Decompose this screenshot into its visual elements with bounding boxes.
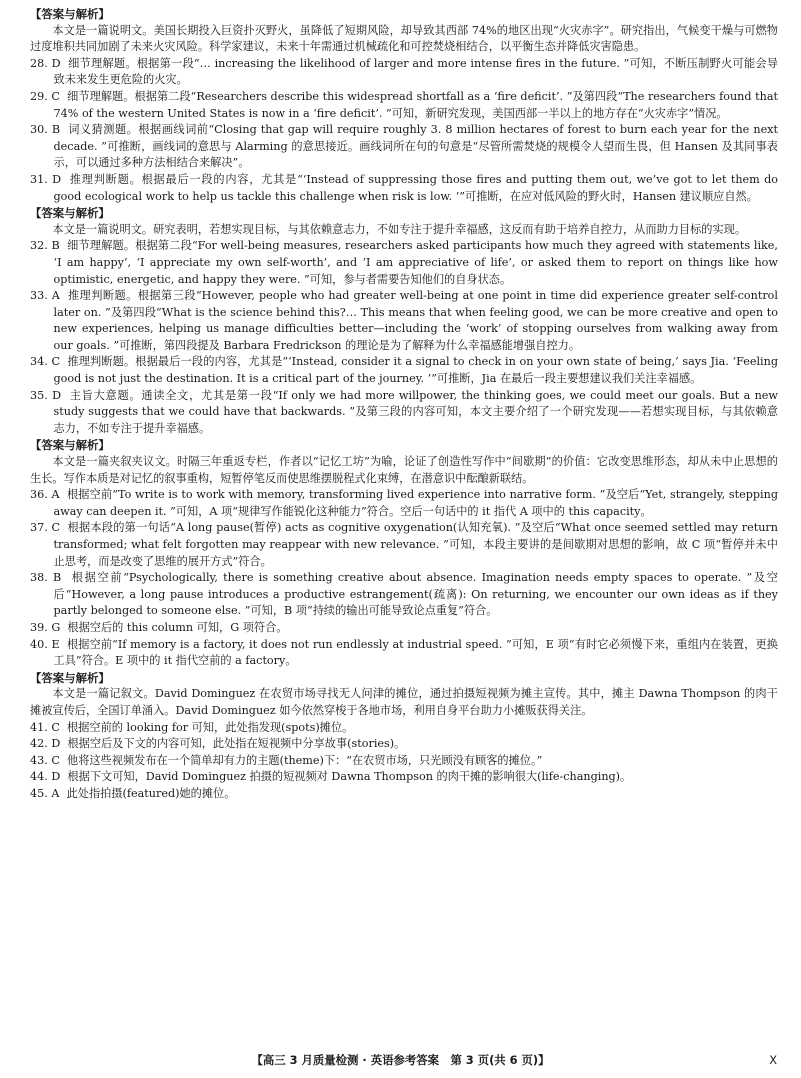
answer-explanation: 根据下文可知，David Dominguez 拍摄的短视频对 Dawna Thompson 的肉干摊的影响很大(life-changing)。 [67,770,632,784]
section-heading: 【答案与解析】 [30,670,110,685]
answer-explanation: 推理判断题。根据第三段“However, people who had greater well-being at one point in time did experience greater self-control later on. ”及第四段“What is the science behind this?… This means that when feeling good, we can be more creative and open to new experiences, helping us manage difficulties better—including the ‘work’ of stopping ourselves from walking away from our goals. ”可推断，第四段提及 Barbara Fredrickson 的理论是为了解释为什么幸福感能增强自控力。 [53,289,778,352]
answer-explanation: 细节理解题。根据第二段“For well-being measures, researchers asked participants how much they agreed with statements like, ‘I am happy’, ‘I appreciate my own self-worth’, and ‘I am appreciative of life’, or asked them to report on things like how optimistic, energetic, and happy they were. ”可知，参与者需要告知他们的自身状态。 [53,239,778,286]
passage-summary: 本文是一篇记叙文。David Dominguez 在农贸市场寻找无人问津的摊位，通过拍摄短视频为摊主宣传。其中，摊主 Dawna Thompson 的肉干摊被宣传后，全国订单涌入。David Dominguez 如今依然穿梭于各地市场，利用自身平台助力小摊贩获得关注。 [30,687,778,717]
answer-explanation: 根据空后及下文的内容可知，此处指在短视频中分享故事(stories)。 [67,737,406,751]
answer-number: 38. B [30,571,62,585]
answer-number: 42. D [30,737,61,751]
answer-explanation: 根据空后的 this column 可知，G 项符合。 [67,620,288,634]
answer-number: 44. D [30,770,61,784]
answer-number: 39. G [30,620,61,634]
answer-section [30,6,778,205]
answer-item-45 [30,786,778,803]
answer-item-37 [30,520,778,570]
answer-number: 31. D [30,172,62,186]
passage-summary: 本文是一篇夹叙夹议文。时隔三年重返专栏，作者以“记忆工坊”为喻，论证了创造性写作中“间歇期”的价值：它改变思维形态，却从未中止思想的生长。写作本质是对记忆的叙事重构，短暂停笔反而使思维摆脱程式化束缚，在潜意识中酝酿新联结。 [30,455,778,485]
answer-number: 29. C [30,89,60,103]
answer-explanation: 推理判断题。根据最后一段的内容，尤其是“‘Instead, consider it a signal to check in on your own state of being,’ says Jia. ‘Feeling good is not just the destination. It is a critical part of the journey. ’”可推断，Jia 在最后一段主要想建议我们关注幸福感。 [53,355,778,386]
answer-item-39 [30,620,778,637]
answer-explanation: 词义猜测题。根据画线词前“Closing that gap will require roughly 3. 8 million hectares of forest to burn each year for the next decade. ”可推断，画线词的意思与 Alarming 的意思接近。画线词所在句的句意是“尽管所需焚烧的规模令人望而生畏，但 Hansen 及其同事表示，可以通过多种方法相结合来解决”。 [53,123,778,170]
answer-number: 43. C [30,753,60,767]
answer-item-42 [30,736,778,753]
answer-number: 36. A [30,488,60,502]
answer-number: 30. B [30,123,61,137]
answer-item-28 [30,56,778,89]
answer-number: 34. C [30,355,61,369]
answer-number: 33. A [30,289,60,303]
answer-item-41 [30,720,778,737]
answer-section [30,670,778,803]
answer-item-35 [30,388,778,438]
answer-item-30 [30,122,778,172]
answer-item-34 [30,354,778,387]
answer-number: 40. E [30,637,60,651]
answer-number: 35. D [30,388,62,402]
section-heading: 【答案与解析】 [30,206,110,221]
section-heading: 【答案与解析】 [30,7,110,21]
answer-item-40 [30,637,778,670]
answer-number: 32. B [30,239,60,253]
answer-item-32 [30,238,778,288]
answer-number: 28. D [30,56,61,70]
answer-item-44 [30,769,778,786]
answer-explanation: 根据空前的 looking for 可知，此处指发现(spots)摊位。 [67,720,354,734]
answer-item-38 [30,570,778,620]
answer-item-43 [30,753,778,770]
answer-explanation: 根据空前“To write is to work with memory, transforming lived experience into narrative form. ”及空后“Yet, strangely, stepping away can deepen it. ”可知，A 项“规律写作能锐化这种能力”符合。空后一句话中的 it 指代 A 项中的 this capacity。 [53,488,778,518]
answer-explanation: 根据空前“Psychologically, there is something creative about absence. Imagination needs empty spaces to operate. ”及空后“However, a long pause introduces a productive estrangement(疏离): On returning, we encounter our own ideas as if they partly belonged to someone else. ”可知，B 项“持续的输出可能导致论点重复”符合。 [53,571,778,618]
answer-item-29 [30,89,778,122]
passage-summary: 本文是一篇说明文。研究表明，若想实现目标，与其依赖意志力，不如专注于提升幸福感，这反而有助于培养自控力，从而助力目标的实现。 [52,222,747,236]
section-heading: 【答案与解析】 [30,438,110,453]
answer-explanation: 推理判断题。根据最后一段的内容，尤其是“‘Instead of suppressing those fires and putting them out, we’ve got to let them do good ecological work to help us tackle this challenge when risk is low. ’”可推断，在应对低风险的野火时，Hansen 建议顺应自然。 [53,172,778,203]
answer-explanation: 细节理解题。根据第一段“… increasing the likelihood of larger and more intense fires in the future. ”可知，不断压制野火可能会导致未来发生更危险的火灾。 [53,56,778,87]
answer-section [30,437,778,669]
answer-number: 41. C [30,720,60,734]
answer-item-31 [30,172,778,205]
passage-summary: 本文是一篇说明文。美国长期投入巨资扑灭野火，虽降低了短期风险，却导致其西部 74%的地区出现“火灾赤字”。研究指出，气候变干燥与可燃物过度堆积共同加剧了未来火灾风险。科学家建议，未来十年需通过机械疏化和可控焚烧相结合，以平衡生态并降低灾害隐患。 [30,23,778,54]
answer-explanation: 根据空前“If memory is a factory, it does not run endlessly at industrial speed. ”可知，E 项“有时它必须慢下来，重组内在装置，更换工具”符合。E 项中的 it 指代空前的 a factory。 [53,637,778,668]
answer-page [30,6,778,803]
answer-explanation: 他将这些视频发布在一个简单却有力的主题(theme)下：“在农贸市场，只光顾没有顾客的摊位。” [67,753,543,767]
footer-text: 【高三 3 月质量检测 · 英语参考答案 第 3 页(共 6 页)】 [251,1053,550,1067]
answer-explanation: 主旨大意题。通读全文，尤其是第一段“If only we had more willpower, the thinking goes, we could meet our goals. But a new study suggests that we could have that backwards. ”及第三段的内容可知，本文主要介绍了一个研究发现——若想实现目标，与其依赖意志力，不如专注于提升幸福感。 [53,388,778,435]
answer-item-36 [30,487,778,520]
answer-number: 37. C [30,521,61,535]
footer-mark: X [769,1053,777,1067]
answer-section [30,205,778,437]
answer-item-33 [30,288,778,354]
answer-number: 45. A [30,786,60,800]
answer-explanation: 细节理解题。根据第二段“Researchers describe this widespread shortfall as a ‘fire deficit’. ”及第四段“The researchers found that 74% of the western United States is now in a ‘fire deficit’. ”可知，新研究发现，美国西部一半以上的地方存在“火灾赤字”情况。 [53,89,778,120]
answer-explanation: 根据本段的第一句话“A long pause(暂停) acts as cognitive oxygenation(认知充氧). ”及空后“What once seemed settled may return transformed; what felt forgotten may reappear with new relevance. ”可知，本段主要讲的是间歇期对思想的影响，故 C 项“暂停并未中止思考，而是改变了思维的展开方式”符合。 [53,521,778,568]
answer-explanation: 此处指拍摄(featured)她的摊位。 [66,786,236,800]
